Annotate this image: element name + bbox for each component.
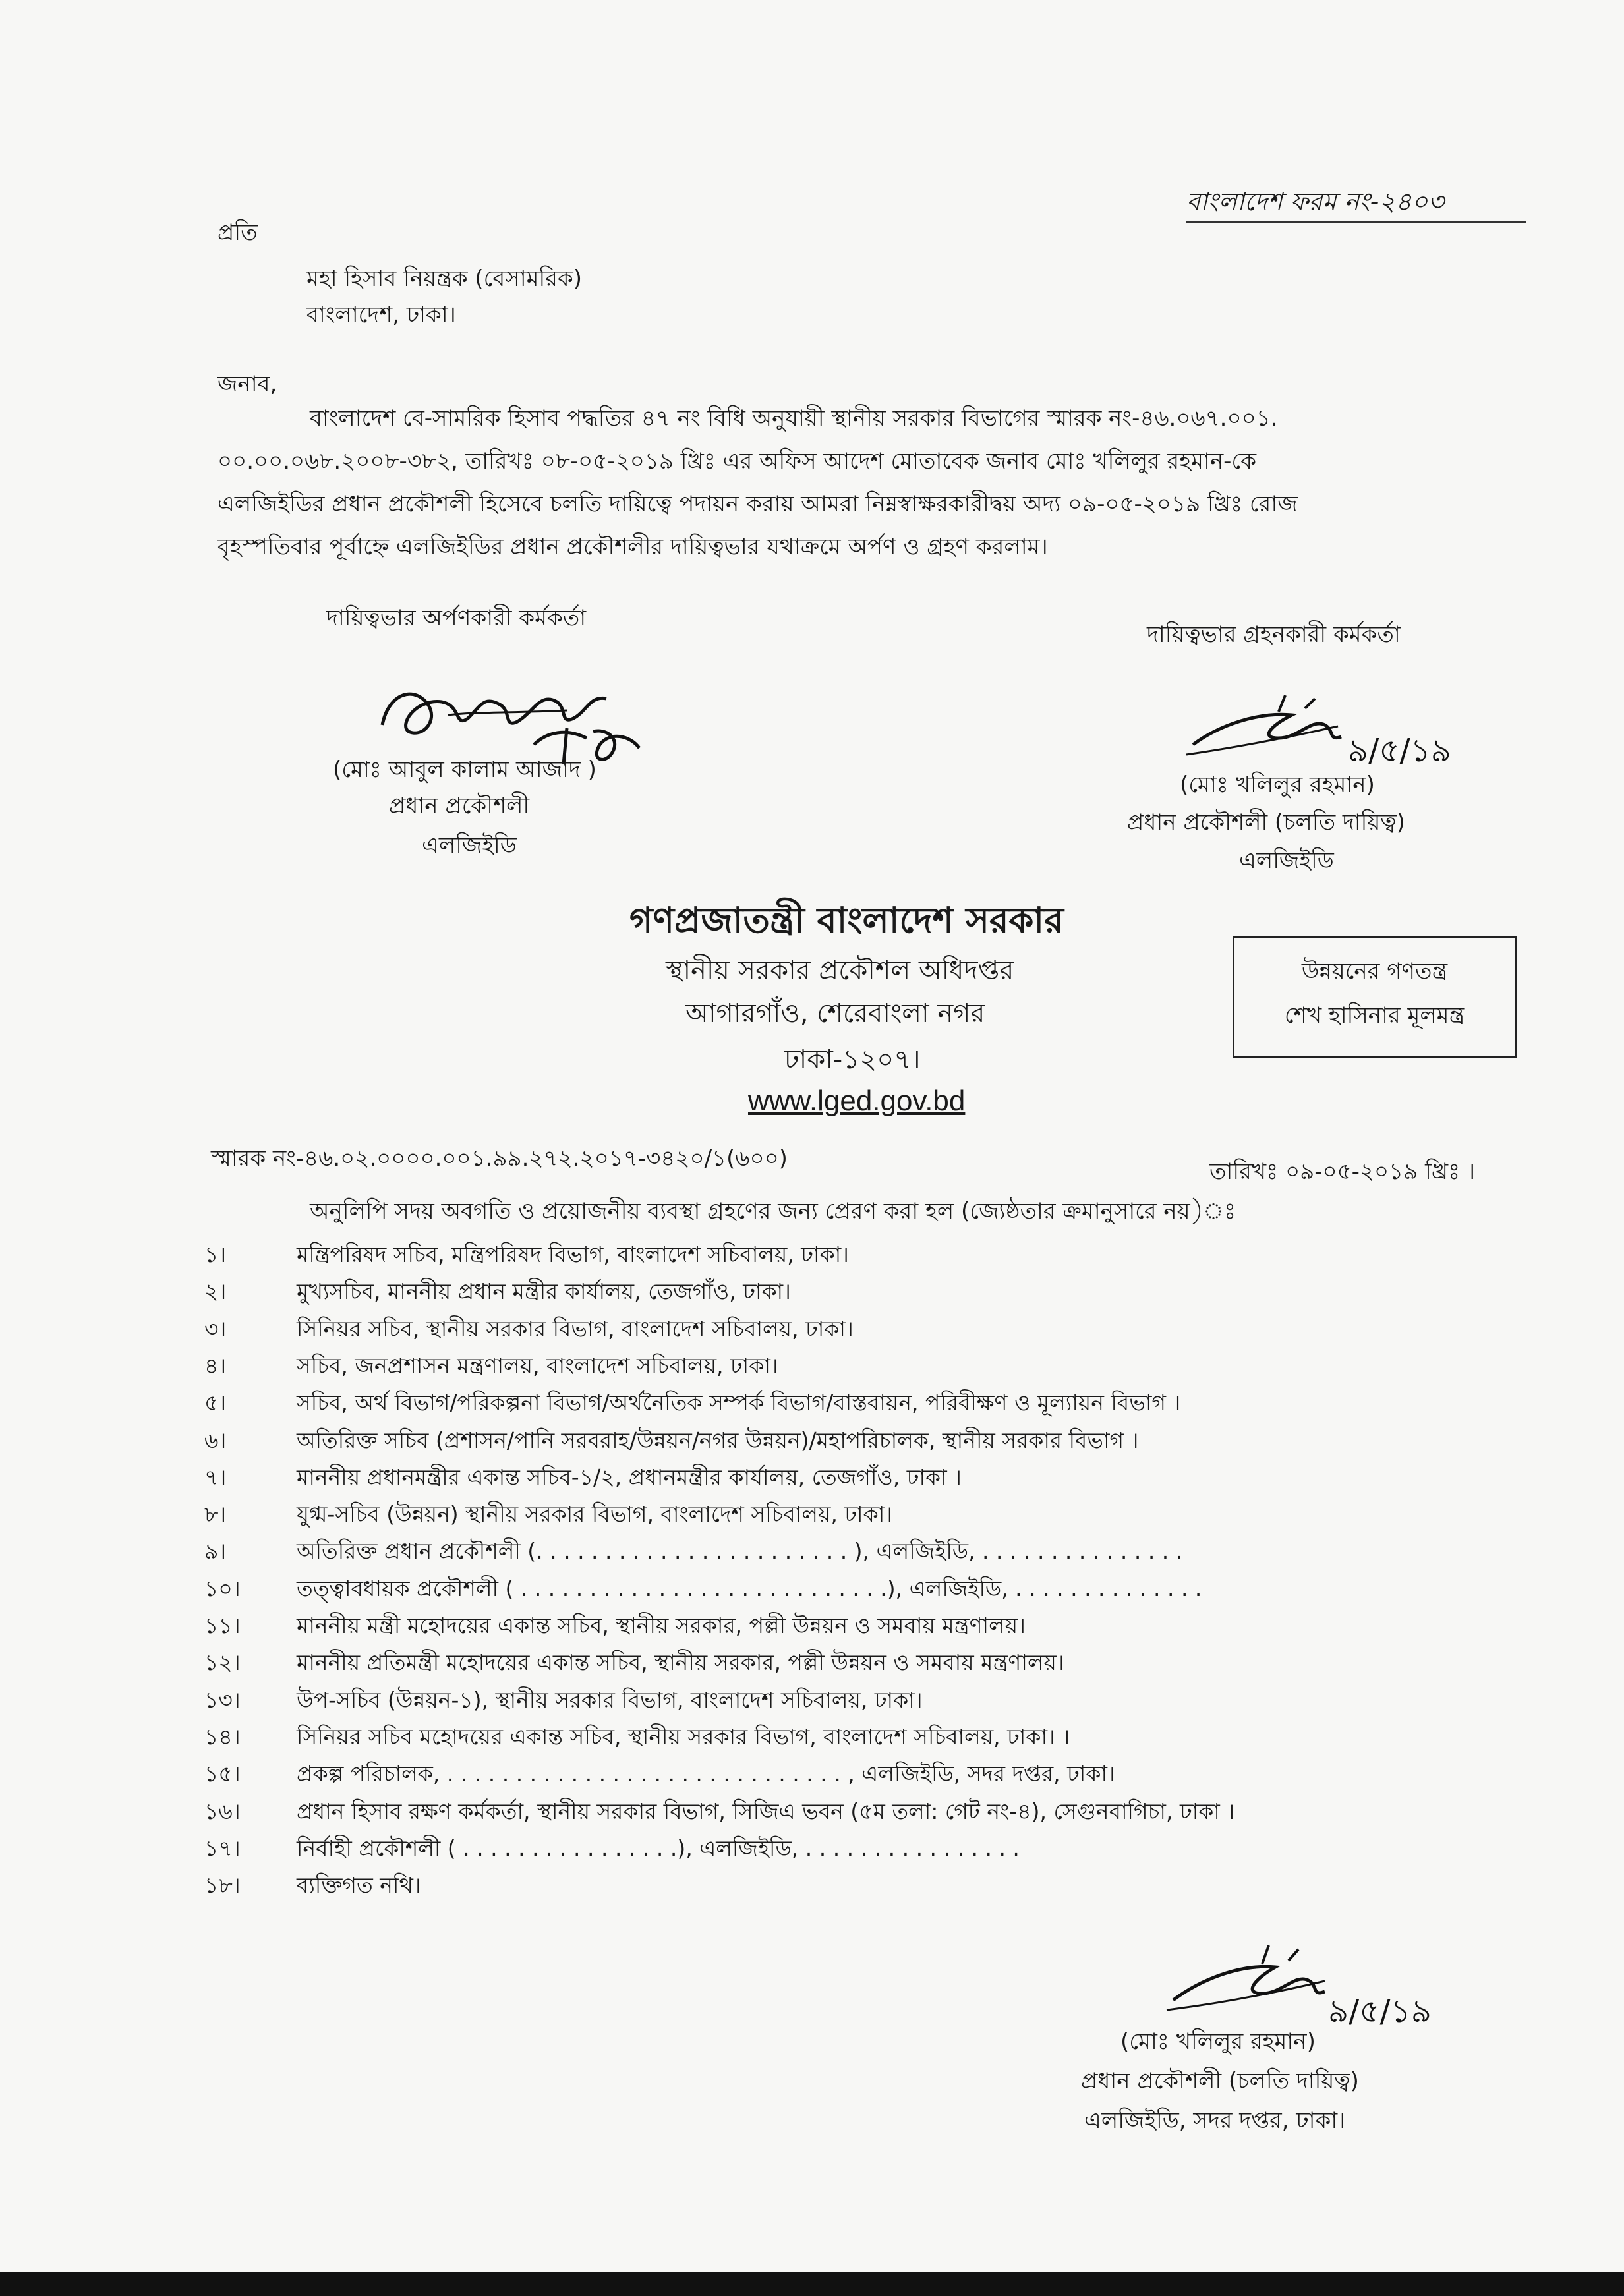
list-item [204, 1238, 1509, 1275]
list-item [204, 1794, 1509, 1831]
list-item [204, 1497, 1509, 1534]
list-item-number: ৪। [204, 1352, 227, 1379]
list-item-text: সিনিয়র সচিব মহোদয়ের একান্ত সচিব, স্থানীয় সরকার বিভাগ, বাংলাদেশ সচিবালয়, ঢাকা। । [297, 1723, 1070, 1750]
handover-org: এলজিইডি [422, 832, 517, 859]
list-item-number: ১৩। [204, 1686, 241, 1713]
memo-date: তারিখঃ ০৯-০৫-২০১৯ খ্রিঃ । [1209, 1159, 1476, 1185]
list-item [204, 1683, 1509, 1720]
list-item-number: ১। [204, 1242, 227, 1267]
list-item [204, 1386, 1509, 1423]
svg-text:৯/৫/১৯: ৯/৫/১৯ [1328, 1993, 1432, 2030]
takeover-designation: প্রধান প্রকৌশলী (চলতি দায়িত্ব) [1127, 809, 1405, 836]
body-line-4: বৃহস্পতিবার পূর্বাহ্নে এলজিইডির প্রধান প্রকৌশলীর দায়িত্বভার যথাক্রমে অর্পণ ও গ্রহণ করলাম। [218, 534, 1048, 560]
final-signer-org: এলজিইডি, সদর দপ্তর, ঢাকা। [1084, 2108, 1346, 2134]
list-item-number: ২। [204, 1278, 227, 1305]
list-item-text: অতিরিক্ত সচিব (প্রশাসন/পানি সরবরাহ/উন্নয়ন/নগর উন্নয়ন)/মহাপরিচালক, স্থানীয় সরকার বিভাগ । [297, 1427, 1139, 1453]
gov-title: গণপ্রজাতন্ত্রী বাংলাদেশ সরকার [629, 900, 1064, 941]
svg-text:৯/৫/১৯: ৯/৫/১৯ [1348, 732, 1451, 769]
takeover-signature [1180, 685, 1457, 771]
slogan-line-2: শেখ হাসিনার মূলমন্ত্র [1284, 1002, 1465, 1029]
list-item-number: ১৮। [204, 1872, 241, 1899]
handover-caption: দায়িত্বভার অর্পণকারী কর্মকর্তা [326, 605, 587, 631]
list-item-text: নির্বাহী প্রকৌশলী ( . . . . . . . . . . . . . . . .), এলজিইডি, . . . . . . . . . . . . . . . . [297, 1835, 1020, 1861]
list-item-text: মাননীয় প্রতিমন্ত্রী মহোদয়ের একান্ত সচিব, স্থানীয় সরকার, পল্লী উন্নয়ন ও সমবায় মন্ত্রণালয়। [297, 1650, 1064, 1676]
takeover-org: এলজিইডি [1239, 847, 1334, 874]
copy-intro: অনুলিপি সদয় অবগতি ও প্রয়োজনীয় ব্যবস্থা গ্রহণের জন্য প্রেরণ করা হল (জ্যেষ্ঠতার ক্রমানুসারে নয়)ঃ [310, 1198, 1236, 1224]
addressee-line-1: মহা হিসাব নিয়ন্ত্রক (বেসামরিক) [306, 266, 582, 292]
list-item-text: উপ-সচিব (উন্নয়ন-১), স্থানীয় সরকার বিভাগ, বাংলাদেশ সচিবালয়, ঢাকা। [297, 1686, 923, 1713]
addressee-line-2: বাংলাদেশ, ঢাকা। [306, 302, 456, 328]
list-item [204, 1609, 1509, 1646]
address-line-1: আগারগাঁও, শেরেবাংলা নগর [685, 998, 985, 1029]
salutation: জনাব, [218, 371, 277, 397]
list-item-text: সচিব, জনপ্রশাসন মন্ত্রণালয়, বাংলাদেশ সচিবালয়, ঢাকা। [297, 1352, 778, 1379]
list-item-text: প্রধান হিসাব রক্ষণ কর্মকর্তা, স্থানীয় সরকার বিভাগ, সিজিএ ভবন (৫ম তলা: গেট নং-৪), সেগুনবাগিচা, ঢাকা । [297, 1798, 1235, 1824]
list-item [204, 1534, 1509, 1571]
list-item [204, 1757, 1509, 1794]
list-item-number: ৬। [204, 1427, 227, 1453]
list-item [204, 1312, 1509, 1349]
list-item-number: ১০। [204, 1575, 241, 1601]
list-item [204, 1646, 1509, 1682]
list-item-number: ১৭। [204, 1835, 241, 1861]
slogan-line-1: উন্নয়নের গণতন্ত্র [1301, 958, 1448, 985]
final-signer-name: (মোঃ খলিলুর রহমান) [1120, 2028, 1316, 2055]
list-item-text: প্রকল্প পরিচালক, . . . . . . . . . . . . . . . . . . . . . . . . . . . . . , এলজিইডি, সদর দপ্তর, ঢাকা। [297, 1761, 1115, 1787]
list-item-number: ৯। [204, 1538, 227, 1564]
address-line-2: ঢাকা-১২০৭। [784, 1045, 921, 1075]
dept-name: স্থানীয় সরকার প্রকৌশল অধিদপ্তর [666, 956, 1014, 986]
list-item-number: ১৬। [204, 1798, 241, 1824]
list-item-number: ৩। [204, 1315, 227, 1342]
list-item [204, 1349, 1509, 1386]
list-item [204, 1460, 1509, 1497]
list-item-text: সচিব, অর্থ বিভাগ/পরিকল্পনা বিভাগ/অর্থনৈতিক সম্পর্ক বিভাগ/বাস্তবায়ন, পরিবীক্ষণ ও মূল্যায়ন বিভাগ । [297, 1390, 1181, 1416]
list-item-number: ৫। [204, 1390, 227, 1416]
takeover-name: (মোঃ খলিলুর রহমান) [1180, 772, 1375, 798]
handover-name: (মোঃ আবুল কালাম আজাদ ) [333, 757, 596, 783]
memo-number: স্মারক নং-৪৬.০২.০০০০.০০১.৯৯.২৭২.২০১৭-৩৪২০/১(৬০০) [211, 1145, 788, 1172]
takeover-caption: দায়িত্বভার গ্রহনকারী কর্মকর্তা [1147, 621, 1401, 648]
list-item-text: তত্ত্বাবধায়ক প্রকৌশলী ( . . . . . . . . . . . . . . . . . . . . . . . . . . .), এলজিইডি, . . . . . . . . . . . . . . [297, 1575, 1202, 1601]
handover-designation: প্রধান প্রকৌশলী [389, 793, 530, 819]
list-item [204, 1868, 1509, 1905]
form-number-underline [1186, 221, 1526, 223]
body-line-1: বাংলাদেশ বে-সামরিক হিসাব পদ্ধতির ৪৭ নং বিধি অনুযায়ী স্থানীয় সরকার বিভাগের স্মারক নং-৪৬.০৬৭.০০১. [310, 405, 1278, 432]
list-item [204, 1572, 1509, 1609]
body-line-2: ০০.০০.০৬৮.২০০৮-৩৮২, তারিখঃ ০৮-০৫-২০১৯ খ্রিঃ এর অফিস আদেশ মোতাবেক জনাব মোঃ খলিলুর রহমান-কে [218, 448, 1257, 474]
final-signature [1160, 1937, 1463, 2030]
final-signer-designation: প্রধান প্রকৌশলী (চলতি দায়িত্ব) [1081, 2068, 1359, 2094]
slogan-box [1232, 936, 1517, 1058]
to-label: প্রতি [218, 219, 258, 246]
list-item-number: ১৫। [204, 1761, 241, 1787]
list-item-number: ১২। [204, 1650, 241, 1676]
body-line-3: এলজিইডির প্রধান প্রকৌশলী হিসেবে চলতি দায়িত্বে পদায়ন করায় আমরা নিম্নস্বাক্ষরকারীদ্বয় অদ্য ০৯-০৫-২০১৯ খ্রিঃ রোজ [218, 491, 1298, 517]
scan-border [0, 2272, 1624, 2296]
list-item-text: মাননীয় প্রধানমন্ত্রীর একান্ত সচিব-১/২, প্রধানমন্ত্রীর কার্যালয়, তেজগাঁও, ঢাকা । [297, 1464, 962, 1490]
list-item [204, 1275, 1509, 1311]
website-link[interactable]: www.lged.gov.bd [748, 1085, 966, 1117]
list-item-text: ব্যক্তিগত নথি। [297, 1872, 421, 1899]
list-item [204, 1831, 1509, 1868]
form-number: বাংলাদেশ ফরম নং-২৪০৩ [1186, 187, 1445, 216]
list-item [204, 1423, 1509, 1460]
list-item-number: ৭। [204, 1464, 227, 1490]
list-item-text: অতিরিক্ত প্রধান প্রকৌশলী (. . . . . . . . . . . . . . . . . . . . . . . ), এলজিইডি, . . . . . . . . . . . . . . . [297, 1538, 1183, 1564]
list-item-number: ১৪। [204, 1723, 241, 1750]
list-item-text: সিনিয়র সচিব, স্থানীয় সরকার বিভাগ, বাংলাদেশ সচিবালয়, ঢাকা। [297, 1315, 854, 1342]
list-item-number: ৮। [204, 1501, 227, 1528]
list-item-text: যুগ্ম-সচিব (উন্নয়ন) স্থানীয় সরকার বিভাগ, বাংলাদেশ সচিবালয়, ঢাকা। [297, 1501, 893, 1528]
list-item-number: ১১। [204, 1613, 241, 1638]
list-item-text: মাননীয় মন্ত্রী মহোদয়ের একান্ত সচিব, স্থানীয় সরকার, পল্লী উন্নয়ন ও সমবায় মন্ত্রণালয়। [297, 1613, 1026, 1638]
list-item-text: মন্ত্রিপরিষদ সচিব, মন্ত্রিপরিষদ বিভাগ, বাংলাদেশ সচিবালয়, ঢাকা। [297, 1242, 849, 1267]
list-item-text: মুখ্যসচিব, মাননীয় প্রধান মন্ত্রীর কার্যালয়, তেজগাঁও, ঢাকা। [297, 1278, 791, 1305]
list-item [204, 1720, 1509, 1757]
